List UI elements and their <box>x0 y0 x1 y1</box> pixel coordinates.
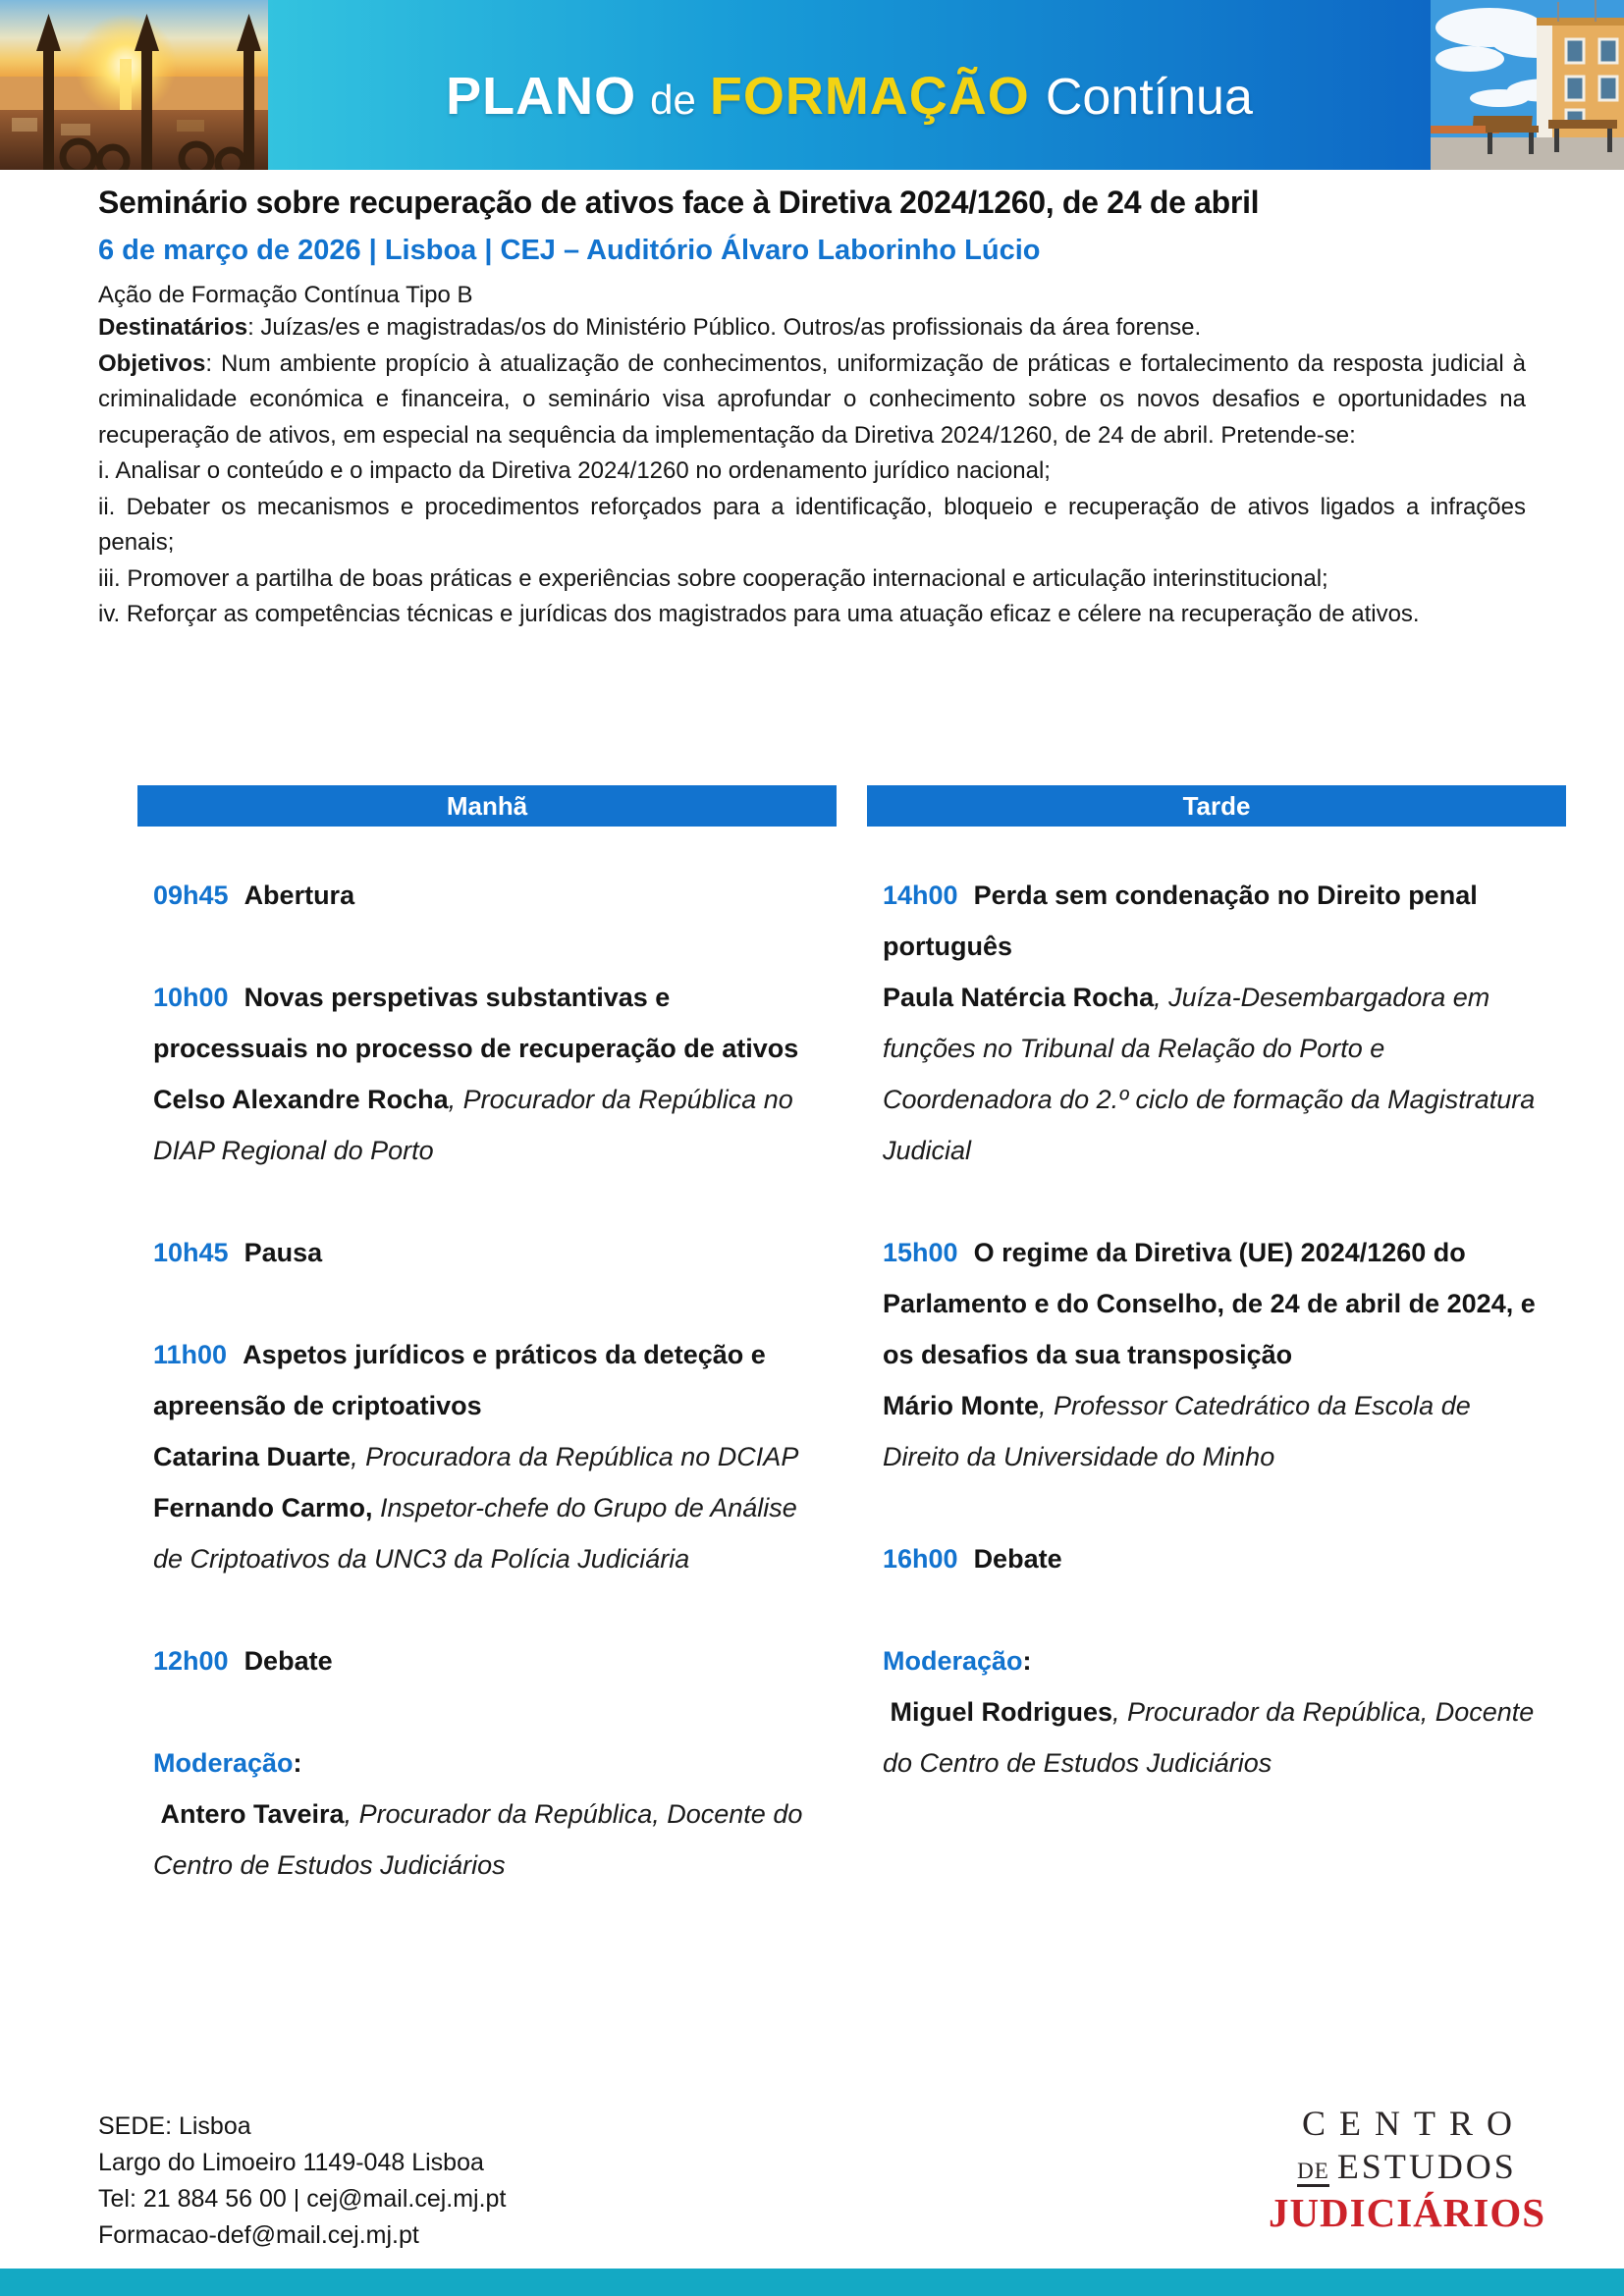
schedule-item <box>883 1533 1552 1584</box>
moderation-block <box>153 1737 823 1891</box>
item-time: 14h00 <box>883 881 958 910</box>
schedule-item <box>883 1227 1552 1482</box>
address-line-sede: SEDE: Lisboa <box>98 2112 251 2140</box>
moderation-label: Moderação <box>883 1646 1023 1676</box>
banner-word-de: de <box>650 76 696 123</box>
seminar-date-location: 6 de março de 2026 | Lisboa | CEJ – Auditório Álvaro Laborinho Lúcio <box>98 235 1041 266</box>
objetivos-text: : Num ambiente propício à atualização de conhecimentos, uniformização de práticas e fortalecimento da resposta judicial à criminalidade económica e financeira, o seminário visa aprofundar o conhecimento sobre os novos desafios e oportunidades na recuperação de ativos, em especial na sequência da implementação da Diretiva 2024/1260, de 24 de abril. Pretende-se: <box>98 349 1526 449</box>
logo-estudos: ESTUDOS <box>1336 2147 1517 2186</box>
item-title: Pausa <box>244 1238 323 1267</box>
morning-header-bar: Manhã <box>137 785 837 827</box>
banner-word-continua: Contínua <box>1045 68 1253 126</box>
banner-word-plano: PLANO <box>446 66 637 126</box>
afternoon-program <box>867 870 1566 1789</box>
destinatarios-paragraph <box>98 310 1526 347</box>
speaker-name: Paula Natércia Rocha <box>883 983 1155 1012</box>
speaker-line <box>153 1431 823 1482</box>
moderator-line <box>883 1686 1552 1789</box>
item-title: Debate <box>973 1544 1062 1574</box>
schedule-item <box>153 1227 823 1278</box>
bottom-teal-bar <box>0 2269 1624 2296</box>
sunset-photo <box>0 0 268 170</box>
logo-judiciarios: JUDICIÁRIOS <box>1268 2190 1546 2235</box>
item-time: 11h00 <box>153 1340 228 1369</box>
moderation-colon: : <box>293 1748 302 1778</box>
schedule-item <box>153 1635 823 1686</box>
footer-address <box>98 2109 506 2254</box>
banner-title <box>446 66 1253 127</box>
address-line-phone-email: Tel: 21 884 56 00 | cej@mail.cej.mj.pt <box>98 2185 507 2213</box>
moderator-name: Miguel Rodrigues <box>883 1697 1113 1727</box>
moderator-role: , Procurador da República, Docente do Centro de Estudos Judiciários <box>153 1799 810 1880</box>
item-title: Novas perspetivas substantivas e processuais no processo de recuperação de ativos <box>153 983 799 1063</box>
banner-word-formacao: FORMAÇÃO <box>709 66 1030 126</box>
destinatarios-label: Destinatários <box>98 314 248 341</box>
destinatarios-text: : Juízas/es e magistradas/os do Ministério Público. Outros/as profissionais da área forense. <box>247 314 1202 341</box>
speaker-line <box>153 1482 823 1584</box>
building-photo-graphic <box>1431 0 1624 170</box>
goal-item-2: ii. Debater os mecanismos e procedimentos reforçados para a identificação, bloqueio e recuperação de ativos ligados a infrações penais; <box>98 493 1526 556</box>
schedule-item <box>883 870 1552 1176</box>
goal-item-1: i. Analisar o conteúdo e o impacto da Diretiva 2024/1260 no ordenamento jurídico nacional; <box>98 457 1051 484</box>
sunset-photo-graphic <box>0 0 268 170</box>
logo-centro: CENTRO <box>1302 2104 1526 2143</box>
intro-section <box>98 185 1526 633</box>
speaker-name: Mário Monte <box>883 1391 1039 1420</box>
item-title: Abertura <box>244 881 355 910</box>
training-type: Ação de Formação Contínua Tipo B <box>98 282 473 308</box>
schedule-item <box>153 870 823 921</box>
objetivos-label: Objetivos <box>98 349 206 377</box>
item-time: 10h45 <box>153 1238 229 1267</box>
speaker-line <box>883 1380 1552 1482</box>
goal-item-4: iv. Reforçar as competências técnicas e jurídicas dos magistrados para uma atuação eficaz e célere na recuperação de ativos. <box>98 601 1420 627</box>
logo-de: DE <box>1297 2159 1329 2187</box>
schedule-item <box>153 1329 823 1584</box>
schedule-item <box>153 972 823 1176</box>
speaker-line <box>153 1074 823 1176</box>
moderator-name: Antero Taveira <box>153 1799 345 1829</box>
item-title: Aspetos jurídicos e práticos da deteção e apreensão de criptoativos <box>153 1340 766 1420</box>
moderation-label: Moderação <box>153 1748 294 1778</box>
speaker-name: Catarina Duarte <box>153 1442 352 1471</box>
speaker-role: Inspetor-chefe do Grupo de Análise de Criptoativos da UNC3 da Polícia Judiciária <box>153 1493 805 1574</box>
item-title: Perda sem condenação no Direito penal português <box>883 881 1478 961</box>
address-line-formacao-email: Formacao-def@mail.cej.mj.pt <box>98 2221 419 2249</box>
cej-logo <box>1265 2103 1549 2236</box>
seminar-title: Seminário sobre recuperação de ativos face à Diretiva 2024/1260, de 24 de abril <box>98 185 1260 220</box>
speaker-name: Celso Alexandre Rocha <box>153 1085 449 1114</box>
header-banner <box>0 0 1624 170</box>
moderator-line <box>153 1789 823 1891</box>
afternoon-header-bar: Tarde <box>867 785 1566 827</box>
item-time: 10h00 <box>153 983 229 1012</box>
speaker-name: Fernando Carmo, <box>153 1493 373 1522</box>
banner-title-area <box>268 0 1431 170</box>
speaker-role: , Professor Catedrático da Escola de Direito da Universidade do Minho <box>883 1391 1479 1471</box>
item-time: 12h00 <box>153 1646 229 1676</box>
building-photo <box>1431 0 1624 170</box>
moderator-role: , Procurador da República, Docente do Centro de Estudos Judiciários <box>883 1697 1542 1778</box>
speaker-line <box>883 972 1552 1176</box>
moderation-colon: : <box>1022 1646 1032 1676</box>
moderation-block <box>883 1635 1552 1789</box>
speaker-role: , Procurador da República no DIAP Regional do Porto <box>153 1085 801 1165</box>
morning-column <box>137 785 837 1891</box>
speaker-role: , Procuradora da República no DCIAP <box>351 1442 799 1471</box>
item-title: O regime da Diretiva (UE) 2024/1260 do Parlamento e do Conselho, de 24 de abril de 2024, e os desafios da sua transposição <box>883 1238 1536 1369</box>
goal-item-3: iii. Promover a partilha de boas práticas e experiências sobre cooperação internacional e articulação interinstitucional; <box>98 564 1328 592</box>
item-time: 15h00 <box>883 1238 958 1267</box>
item-time: 16h00 <box>883 1544 958 1574</box>
logo-de-estudos <box>1265 2146 1549 2187</box>
item-time: 09h45 <box>153 881 229 910</box>
item-title: Debate <box>244 1646 333 1676</box>
afternoon-column <box>867 785 1566 1789</box>
address-line-street: Largo do Limoeiro 1149-048 Lisboa <box>98 2149 484 2176</box>
morning-program <box>137 870 837 1891</box>
speaker-role: , Juíza-Desembargadora em funções no Tribunal da Relação do Porto e Coordenadora do 2.º ciclo de formação da Magistratura Judicial <box>883 983 1543 1165</box>
objetivos-paragraph <box>98 347 1526 454</box>
